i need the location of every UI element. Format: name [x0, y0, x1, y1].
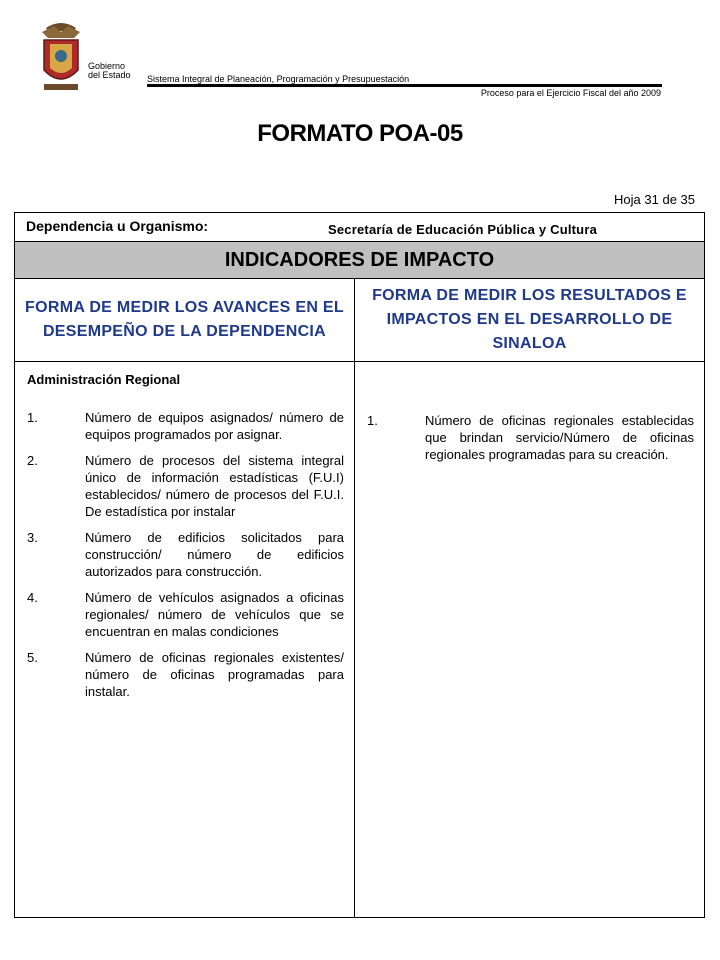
- left-indicator-list: [15, 409, 354, 700]
- proceso-label: Proceso para el Ejercicio Fiscal del año 2009: [480, 88, 661, 98]
- dependencia-row: [15, 213, 705, 242]
- gobierno-label: Gobierno del Estado: [88, 61, 131, 80]
- right-column-header: FORMA DE MEDIR LOS RESULTADOS E IMPACTOS EN EL DESARROLLO DE SINALOA: [355, 279, 705, 362]
- page-title: FORMATO POA-05: [257, 120, 463, 147]
- sistema-label: Sistema Integral de Planeación, Programación y Presupuestación: [147, 74, 410, 84]
- list-item: 1. Número de equipos asignados/ número de equipos programados por asignar.: [27, 410, 344, 442]
- list-item: 5. Número de oficinas regionales existentes/ número de oficinas programadas para instalar.: [27, 650, 344, 699]
- content-row: [15, 362, 705, 918]
- list-item: 3. Número de edificios solicitados para construcción/ número de edificios autorizados para construcción.: [27, 530, 344, 579]
- page-counter: Hoja 31 de 35: [614, 192, 695, 207]
- dependencia-value: Secretaría de Educación Pública y Cultura: [328, 222, 598, 237]
- poa-table: [14, 212, 705, 918]
- left-column-content: [15, 362, 355, 918]
- list-item: 4. Número de vehículos asignados a oficinas regionales/ número de vehículos que se encuentran en malas condiciones: [27, 590, 344, 639]
- header-rule: [147, 84, 662, 87]
- section-header-row: [15, 242, 705, 279]
- list-item: 1. Número de oficinas regionales establecidas que brindan servicio/Número de oficinas regionales programadas para su creación.: [367, 413, 695, 462]
- section-title: INDICADORES DE IMPACTO: [15, 242, 705, 279]
- column-header-row: [15, 279, 705, 362]
- right-indicator-list: [355, 412, 704, 463]
- right-column-content: [355, 362, 705, 918]
- dependencia-label: Dependencia u Organismo:: [26, 218, 209, 234]
- left-column-header: FORMA DE MEDIR LOS AVANCES EN EL DESEMPEÑO DE LA DEPENDENCIA: [15, 279, 355, 362]
- list-item: 2. Número de procesos del sistema integral único de información estadísticas (F.U.I) establecidos/ número de procesos del F.U.I. De estadística por instalar: [27, 453, 344, 519]
- state-crest-logo: [36, 18, 86, 96]
- subtitle: Administración Regional: [27, 372, 181, 387]
